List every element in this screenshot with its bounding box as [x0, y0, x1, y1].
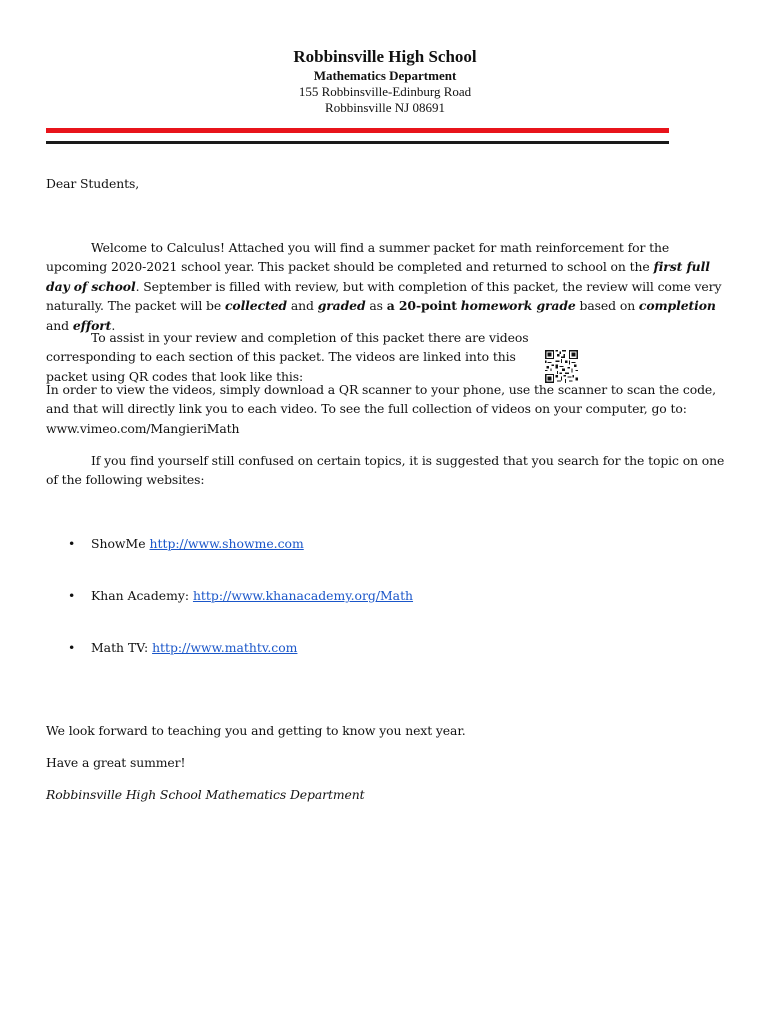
bullet-label: ShowMe — [91, 536, 150, 551]
closing-line-1: We look forward to teaching you and getting to know you next year. — [46, 723, 466, 738]
bullet-icon: • — [68, 640, 76, 655]
signature: Robbinsville High School Mathematics Department — [46, 787, 365, 802]
showme-link[interactable]: http://www.showme.com — [149, 536, 304, 551]
khan-academy-link[interactable]: http://www.khanacademy.org/Math — [192, 588, 414, 603]
letterhead — [0, 46, 770, 116]
department-name: Mathematics Department — [313, 68, 457, 83]
salutation: Dear Students, — [46, 176, 140, 191]
paragraph-qr-instructions: In order to view the videos, simply download a QR scanner to your phone, use the scanner to scan the code, and that will directly link you to each video. To see the full collection of videos on your computer, go to: www.vimeo.com/MangieriMath — [46, 382, 716, 436]
school-name: Robbinsville High School — [293, 47, 477, 66]
bullet-label: Math TV: — [91, 640, 153, 655]
closing-line-2: Have a great summer! — [46, 755, 186, 770]
bullet-icon: • — [68, 588, 76, 603]
address-line-2: Robbinsville NJ 08691 — [325, 100, 445, 115]
paragraph-qr-intro: To assist in your review and completion of this packet there are videos corresponding to each section of this packet. The videos are linked into this packet using QR codes that look like this: — [46, 330, 529, 384]
math-tv-link[interactable]: http://www.mathtv.com — [152, 640, 298, 655]
bullet-label: Khan Academy: — [91, 588, 193, 603]
red-divider — [46, 128, 669, 133]
bullet-icon: • — [68, 536, 76, 551]
paragraph-welcome: Welcome to Calculus! Attached you will find a summer packet for math reinforcement for the upcoming 2020-2021 school year. This packet should be completed and returned to school on the first full day of school. September is filled with review, but with completion of this packet, the review will come very naturally. The packet will be collected and graded as a 20-point homework grade based on completion and effort. — [46, 240, 722, 333]
qr-code-icon — [545, 350, 578, 383]
black-divider — [46, 141, 669, 144]
address-line-1: 155 Robbinsville-Edinburg Road — [298, 84, 472, 99]
paragraph-websites-intro: If you find yourself still confused on certain topics, it is suggested that you search for the topic on one of the following websites: — [46, 453, 725, 488]
